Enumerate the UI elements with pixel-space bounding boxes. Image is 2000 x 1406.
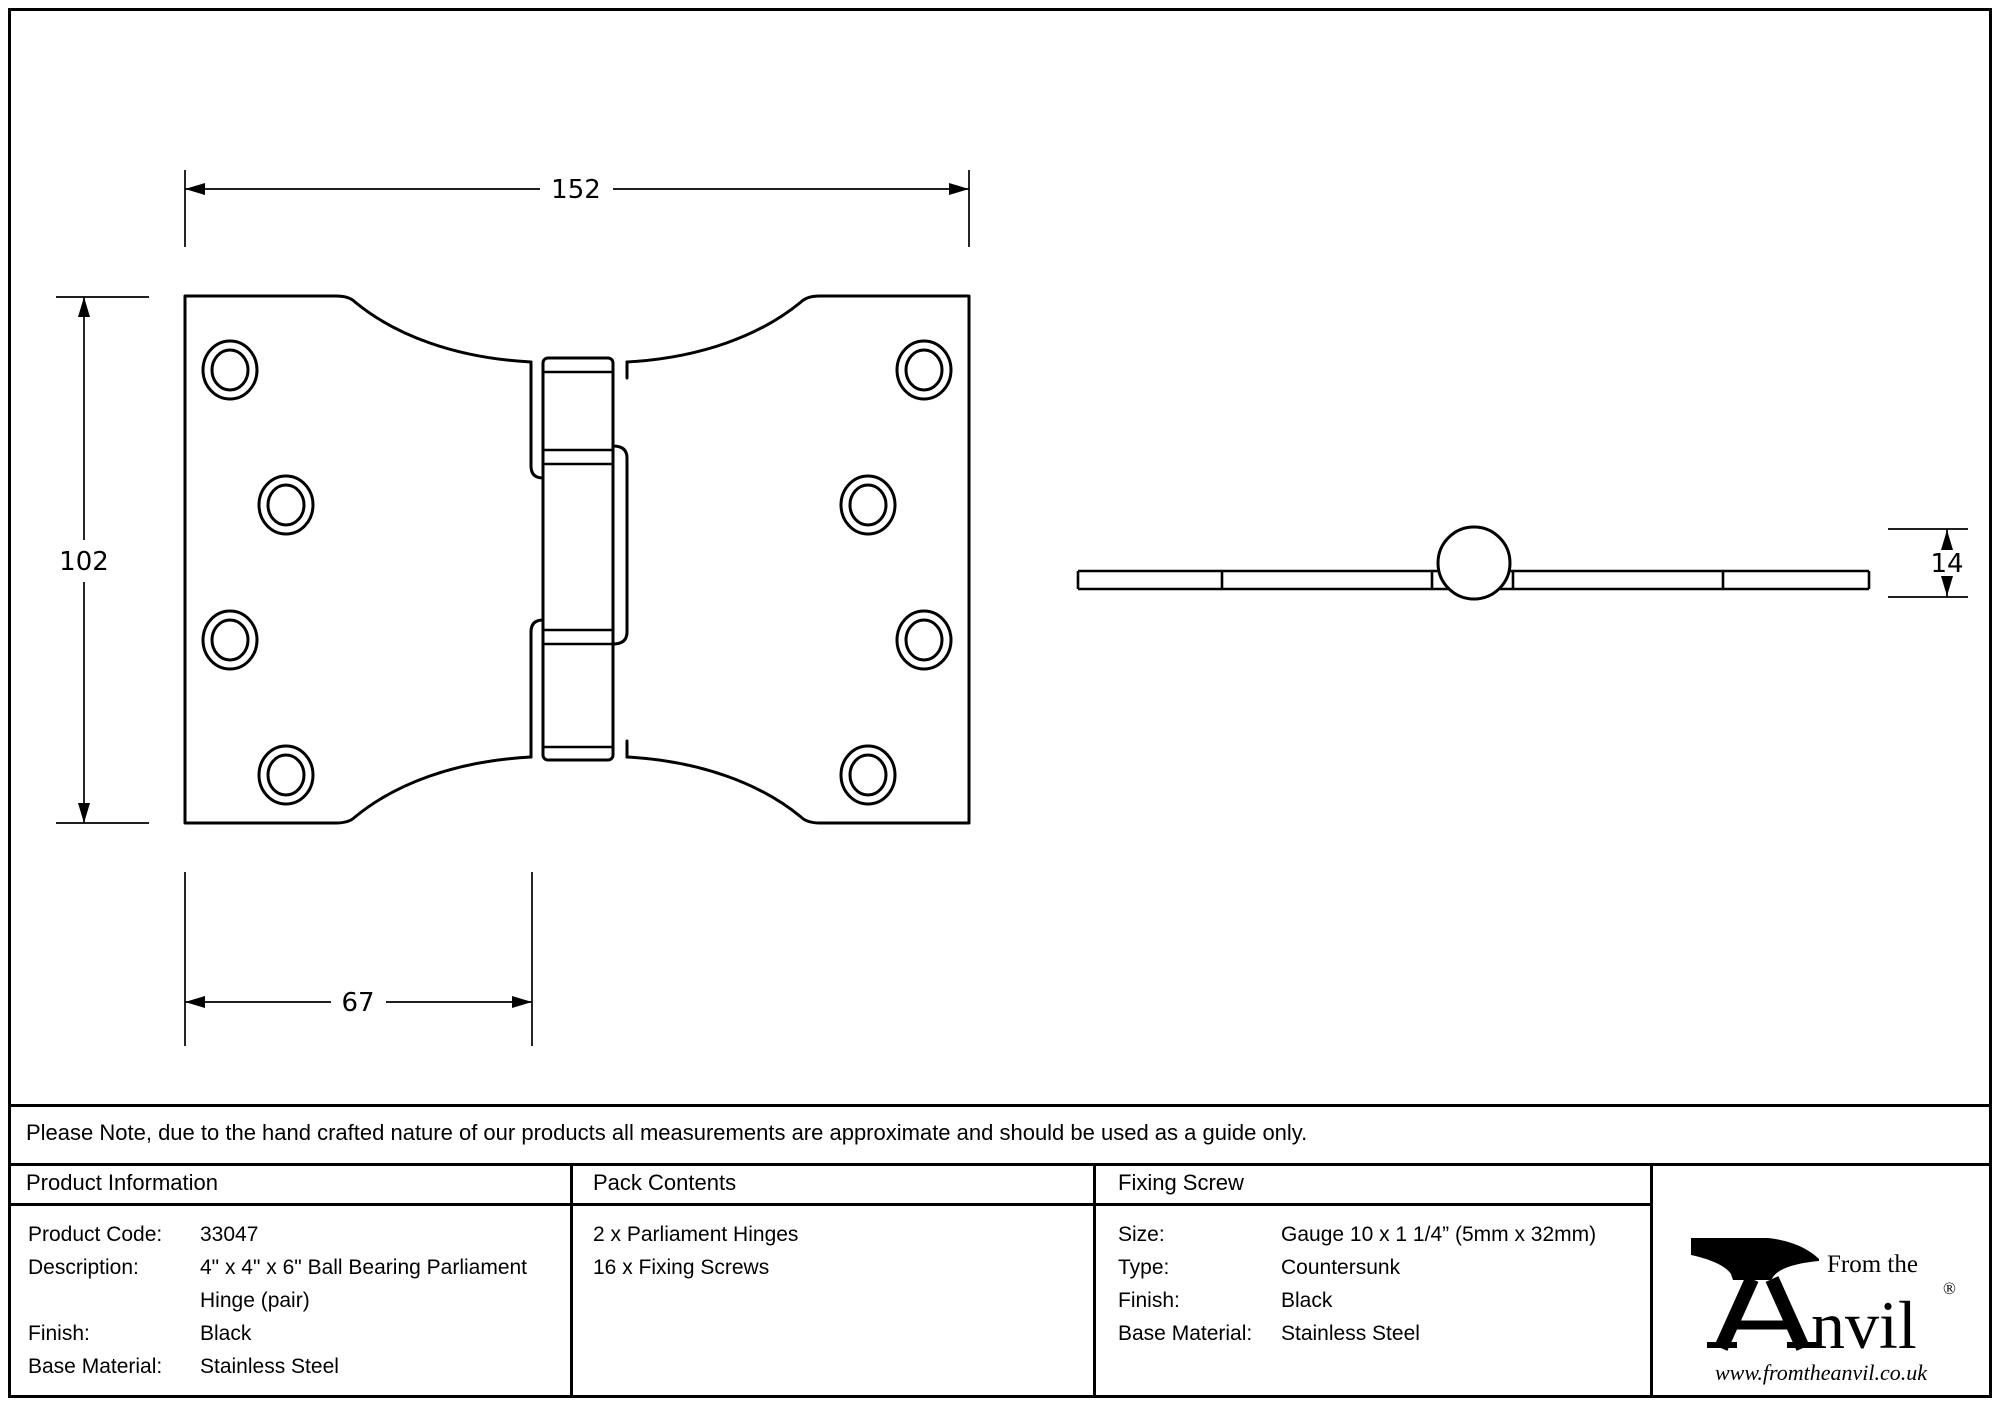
field-value: Countersunk	[1281, 1256, 1401, 1279]
left-leaf-outline	[185, 296, 531, 823]
screw-hole	[203, 611, 257, 669]
field-value: 4" x 4" x 6" Ball Bearing Parliament	[200, 1256, 528, 1279]
dimension-leaf	[185, 872, 532, 1046]
field-label: Base Material:	[28, 1355, 163, 1378]
column-divider-2	[1093, 1163, 1096, 1396]
screw-hole	[897, 341, 951, 399]
field-label: Description:	[28, 1256, 139, 1279]
header-pack-contents: Pack Contents	[593, 1170, 737, 1195]
field-label: Finish:	[28, 1322, 90, 1345]
header-product-information: Product Information	[26, 1170, 218, 1195]
logo-url: www.fromtheanvil.co.uk	[1714, 1360, 1928, 1385]
anvil-letter-a	[1707, 1279, 1817, 1348]
field-value: Hinge (pair)	[200, 1289, 310, 1312]
dimension-width-label: 152	[551, 175, 601, 205]
side-view-hinge	[1078, 527, 1869, 599]
column-divider-3	[1650, 1163, 1653, 1396]
field-label: Size:	[1118, 1223, 1165, 1246]
right-leaf-outline	[627, 296, 969, 823]
field-value: Stainless Steel	[1281, 1322, 1420, 1345]
registered-mark: ®	[1943, 1279, 1956, 1298]
field-label: Base Material:	[1118, 1322, 1253, 1345]
ball-bearing-knuckle	[1438, 527, 1510, 599]
field-value: 33047	[200, 1223, 259, 1246]
screw-hole	[203, 341, 257, 399]
logo-brand-tail: nvil	[1811, 1287, 1917, 1363]
field-value: Stainless Steel	[200, 1355, 339, 1378]
screw-hole	[259, 476, 313, 534]
knuckle-barrel	[543, 358, 613, 760]
field-value: Black	[200, 1322, 252, 1345]
field-value: Black	[1281, 1289, 1333, 1312]
field-value: Gauge 10 x 1 1/4” (5mm x 32mm)	[1281, 1223, 1597, 1246]
measurement-note: Please Note, due to the hand crafted nature of our products all measurements are approximate and should be used as a guide only.	[26, 1120, 1308, 1145]
pack-item: 16 x Fixing Screws	[593, 1256, 770, 1279]
field-label: Product Code:	[28, 1223, 163, 1246]
anvil-icon	[1691, 1238, 1819, 1280]
note-row-top-border	[8, 1104, 1992, 1107]
dimension-leaf-label: 67	[341, 988, 375, 1018]
field-label: Type:	[1118, 1256, 1170, 1279]
logo-prefix: From the	[1827, 1251, 1918, 1278]
header-fixing-screw: Fixing Screw	[1118, 1170, 1244, 1195]
knuckle-joint-lines	[543, 372, 613, 747]
field-label: Finish:	[1118, 1289, 1180, 1312]
dimension-height-label: 102	[59, 547, 109, 577]
screw-hole	[897, 611, 951, 669]
screw-hole	[841, 476, 895, 534]
table-header-bottom-border	[8, 1203, 1650, 1206]
screw-hole	[259, 746, 313, 804]
screw-hole	[841, 746, 895, 804]
dimension-knuckle-label: 14	[1930, 549, 1964, 579]
pack-item: 2 x Parliament Hinges	[593, 1223, 799, 1246]
from-the-anvil-logo	[1655, 1222, 1985, 1394]
table-header-top-border	[8, 1163, 1992, 1166]
front-view-hinge	[185, 296, 969, 823]
column-divider-1	[570, 1163, 573, 1396]
